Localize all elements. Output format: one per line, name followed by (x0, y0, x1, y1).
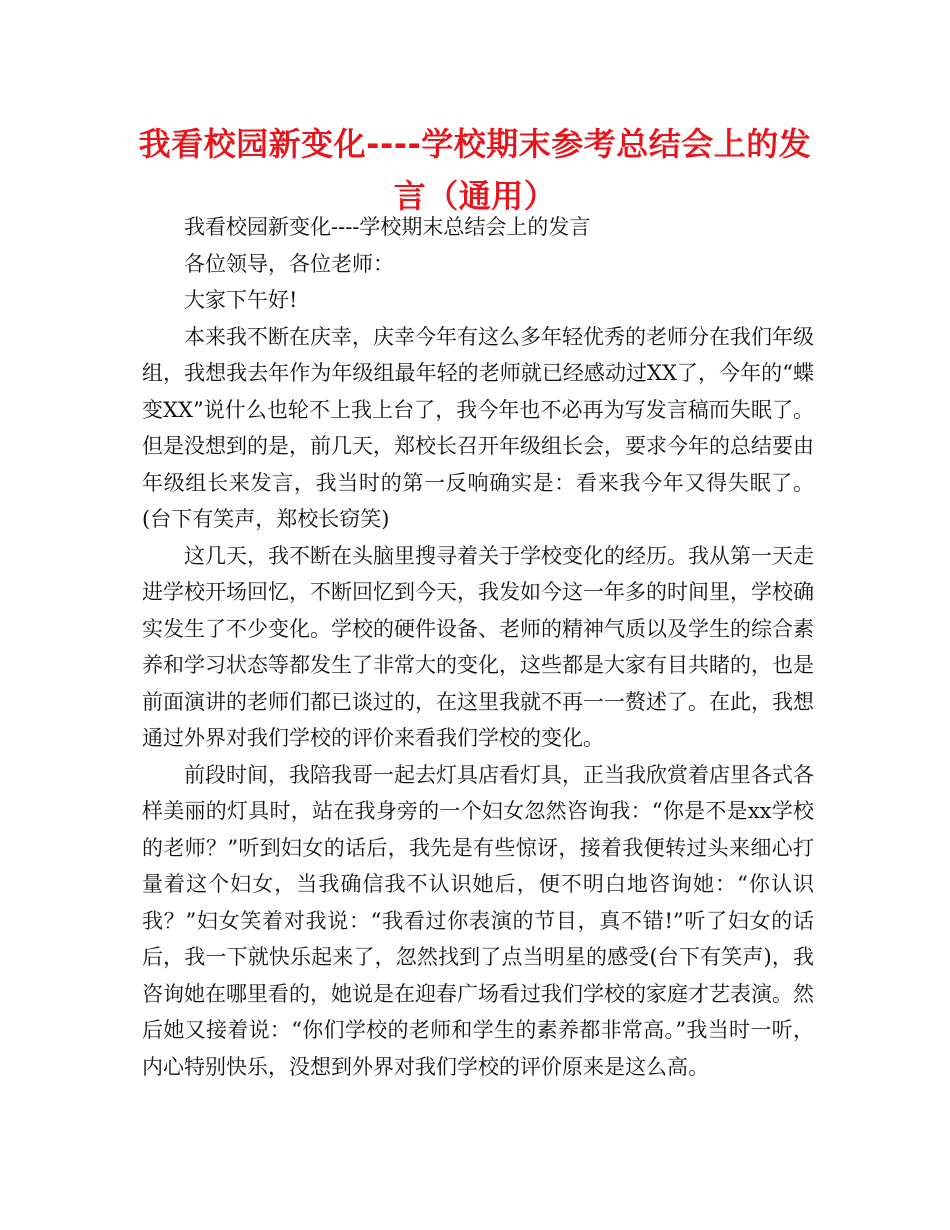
document-title: 我看校园新变化----学校期末参考总结会上的发言（通用） (138, 125, 812, 215)
body-paragraph: 本来我不断在庆幸，庆幸今年有这么多年轻优秀的老师分在我们年级组，我想我去年作为年级组最年轻的老师就已经感动过XX了，今年的“蝶变XX”说什么也轮不上我上台了，我今年也不必再为写发言稿而失眠了。但是没想到的是，前几天，郑校长召开年级组长会，要求今年的总结要由年级组长来发言，我当时的第一反响确实是：看来我今年又得失眠了。(台下有笑声，郑校长窃笑) (142, 324, 814, 531)
body-paragraph: 这几天，我不断在头脑里搜寻着关于学校变化的经历。我从第一天走进学校开场回忆，不断回忆到今天，我发如今这一年多的时间里，学校确实发生了不少变化。学校的硬件设备、老师的精神气质以及学生的综合素养和学习状态等都发生了非常大的变化，这些都是大家有目共睹的，也是前面演讲的老师们都已谈过的，在这里我就不再一一赘述了。在此，我想通过外界对我们学校的评价来看我们学校的变化。 (142, 543, 814, 750)
salutation: 各位领导，各位老师： (184, 251, 394, 276)
speech-heading-line: 我看校园新变化----学校期末总结会上的发言 (184, 215, 591, 239)
body-paragraph: 前段时间，我陪我哥一起去灯具店看灯具，正当我欣赏着店里各式各样美丽的灯具时，站在我身旁的一个妇女忽然咨询我：“你是不是xx学校的老师？”听到妇女的话后，我先是有些惊讶，接着我便转过头来细心打量着这个妇女，当我确信我不认识她后，便不明白地咨询她：“你认识我？”妇女笑着对我说：“我看过你表演的节目，真不错!”听了妇女的话后，我一下就快乐起来了，忽然找到了点当明星的感受(台下有笑声)，我咨询她在哪里看的，她说是在迎春广场看过我们学校的家庭才艺表演。然后她又接着说：“你们学校的老师和学生的素养都非常高。”我当时一听，内心特别快乐，没想到外界对我们学校的评价原来是这么高。 (142, 762, 814, 1079)
document-body (142, 209, 814, 1085)
greeting: 大家下午好! (184, 288, 298, 312)
